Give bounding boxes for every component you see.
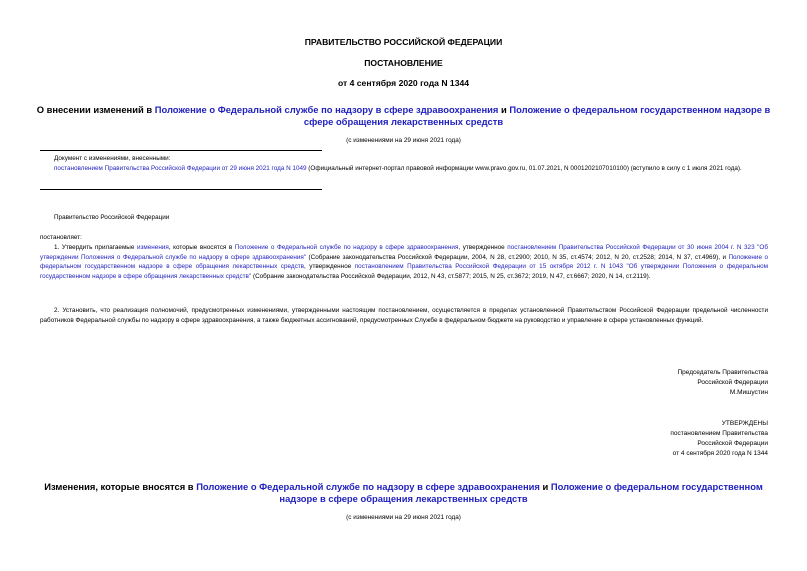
changes-edition-note: (с изменениями на 29 июня 2021 года): [346, 514, 461, 521]
changes-box-heading: Документ с изменениями, внесенными:: [54, 155, 171, 162]
approved-label: УТВЕРЖДЕНЫ: [721, 420, 768, 427]
changes-title-text-2: и: [539, 481, 551, 492]
changes-title-link-health-service-regulation[interactable]: Положение о Федеральной службе по надзору в сфере здравоохранения: [196, 481, 540, 492]
changes-box-top-rule: [40, 150, 322, 151]
government-name: ПРАВИТЕЛЬСТВО РОССИЙСКОЙ ФЕДЕРАЦИИ: [304, 37, 503, 47]
document-date: от 4 сентября 2020 года N 1344: [337, 78, 470, 88]
signature-name: М.Мишустин: [729, 389, 768, 396]
title-text-1: О внесении изменений в: [36, 104, 155, 115]
approved-by: постановлением Правительства: [670, 430, 768, 437]
changes-box-details: (Официальный интернет-портал правовой информации www.pravo.gov.ru, 01.07.2021, N 0001202107010100) (вступило в силу с 1 июля 2021 года).: [306, 164, 742, 172]
link-changes[interactable]: изменения: [136, 244, 169, 251]
link-drug-supervision-regulation[interactable]: Положение о федеральном государственном надзоре в сфере обращения лекарственных средств: [40, 253, 768, 270]
edition-note: (с изменениями на 29 июня 2021 года): [346, 137, 461, 144]
approved-block: [670, 419, 768, 459]
title-text-2: и: [498, 104, 510, 115]
point-1-text-3: , утвержденное: [458, 244, 508, 251]
point-1-text-1: 1. Утвердить прилагаемые: [54, 244, 137, 251]
point-1-text-5: , утвержденное: [304, 263, 355, 270]
document-title: [35, 104, 772, 128]
changes-title-link-drug-supervision-regulation[interactable]: Положение о федеральном государственном надзоре в сфере обращения лекарственных средств: [279, 481, 763, 504]
link-decree-323[interactable]: постановлением Правительства Российской Федерации от 30 июня 2004 г. N 323 "Об утверждении Положения о Федеральной службе по надзору в сфере здравоохранения": [40, 244, 768, 261]
signature-block: [677, 368, 768, 398]
approved-country: Российской Федерации: [697, 440, 768, 447]
decides-text: постановляет:: [40, 234, 82, 241]
link-health-service-regulation[interactable]: Положение о Федеральной службе по надзору в сфере здравоохранения: [234, 244, 459, 251]
changes-title: [35, 481, 772, 505]
link-decree-1043[interactable]: постановлением Правительства Российской Федерации от 15 октября 2012 г. N 1043 "Об утверждении Положения о федеральном государственном надзоре в сфере обращения лекарственных средств": [40, 263, 768, 280]
point-1-text-6: (Собрание законодательства Российской Федерации, 2012, N 43, ст.5877; 2015, N 25, ст.3672; 2019, N 47, ст.6667; 2020, N 14, ст.2119).: [251, 272, 651, 280]
changes-box-bottom-rule: [40, 189, 322, 190]
title-link-health-service-regulation[interactable]: Положение о Федеральной службе по надзору в сфере здравоохранения: [154, 104, 499, 115]
point-2: 2. Установить, что реализация полномочий, предусмотренных изменениями, утвержденными настоящим постановлением, осуществляется в пределах установленной Правительством Российской Федерации предельной численности работников Федеральной службы по надзору в сфере здравоохранения, а также бюджетных ассигнований, предусмотренных Службе в федеральном бюджете на руководство и управление в сфере установленных функций.: [40, 307, 768, 324]
changes-title-text-1: Изменения, которые вносятся в: [44, 481, 197, 492]
point-1: [40, 243, 768, 281]
changes-box: [54, 154, 768, 173]
approved-date: от 4 сентября 2020 года N 1344: [672, 450, 768, 457]
intro-text: Правительство Российской Федерации: [54, 214, 170, 221]
point-1-text-4: (Собрание законодательства Российской Федерации, 2004, N 28, ст.2900; 2010, N 35, ст.4574; 2012, N 20, ст.2528; 2014, N 37, ст.4969), и: [306, 253, 729, 261]
changes-link-decree-1049[interactable]: постановлением Правительства Российской Федерации от 29 июня 2021 года N 1049: [54, 164, 307, 172]
signature-position: Председатель Правительства: [677, 369, 768, 376]
title-link-drug-supervision-regulation[interactable]: Положение о федеральном государственном надзоре в сфере обращения лекарственных средств: [303, 104, 771, 127]
signature-country: Российской Федерации: [697, 379, 768, 386]
point-1-text-2: , которые вносятся в: [168, 244, 235, 251]
document-type: ПОСТАНОВЛЕНИЕ: [364, 58, 443, 68]
